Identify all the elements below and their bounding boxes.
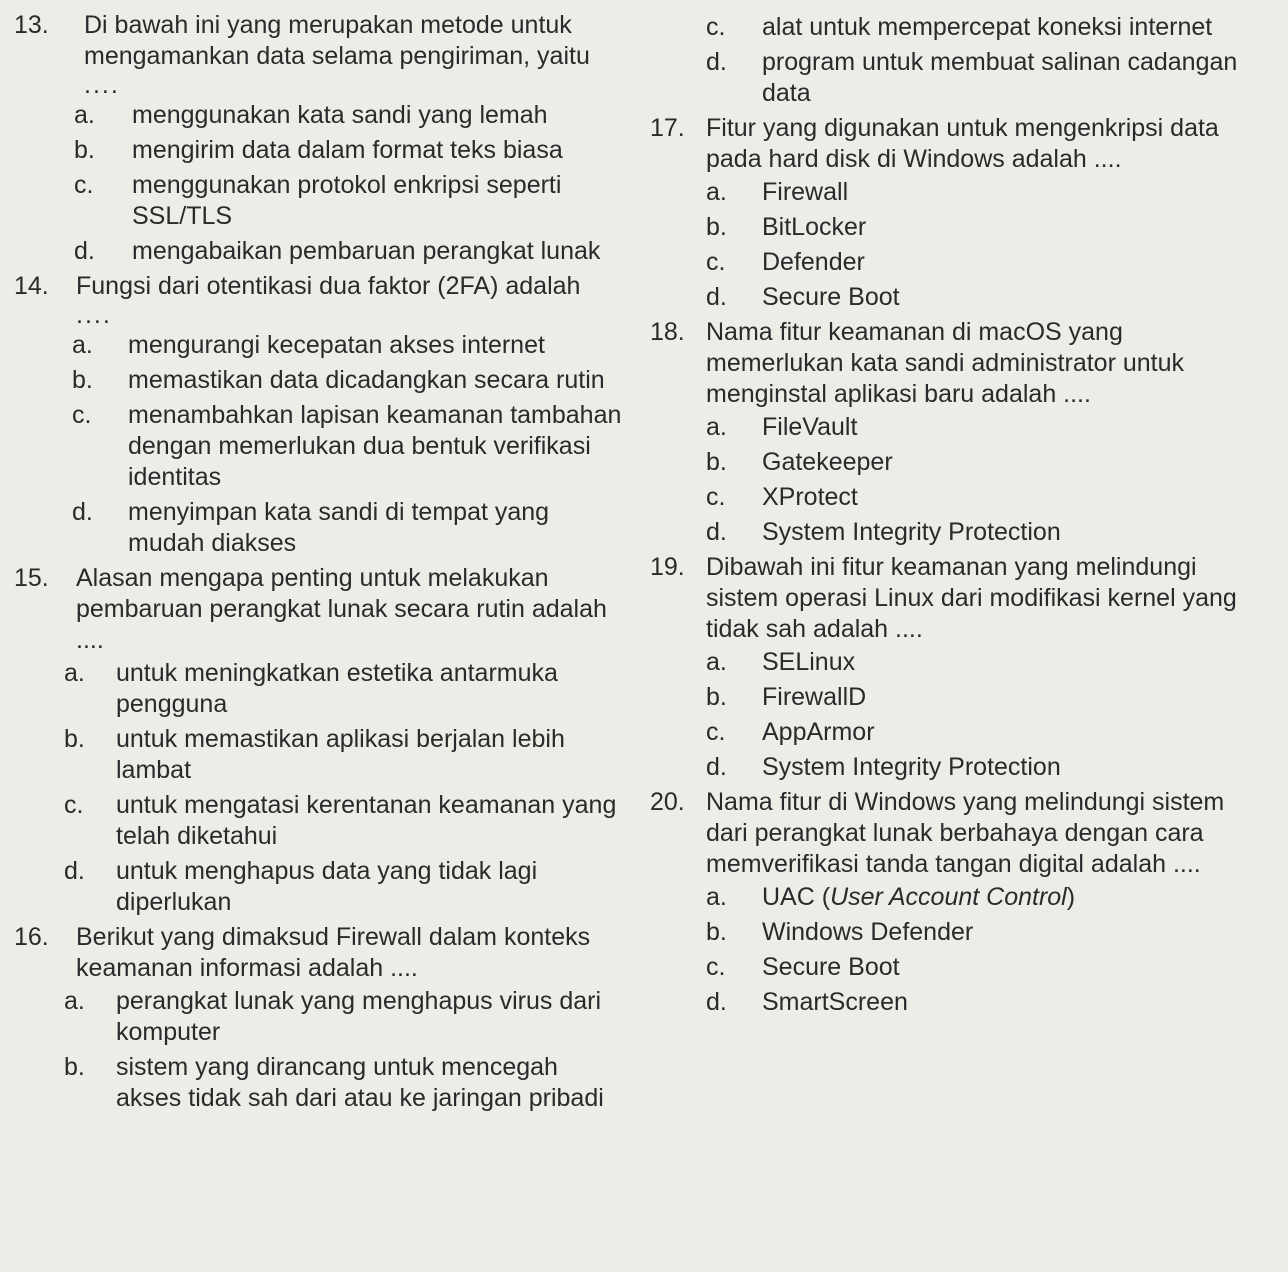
option-letter: b. bbox=[706, 213, 727, 241]
question-16 bbox=[14, 922, 624, 1114]
option-letter: c. bbox=[706, 483, 726, 511]
question-18 bbox=[650, 317, 1250, 548]
option-text: Firewall bbox=[762, 178, 849, 206]
option-d bbox=[650, 517, 1250, 548]
question-20-header bbox=[650, 787, 1250, 880]
option-c bbox=[14, 790, 624, 852]
question-14-header bbox=[14, 271, 624, 328]
question-number: 13. bbox=[14, 11, 49, 39]
option-letter: b. bbox=[64, 725, 85, 753]
option-letter: d. bbox=[706, 283, 727, 311]
option-letter: c. bbox=[706, 718, 726, 746]
option-text: Secure Boot bbox=[762, 953, 900, 981]
option-text: mengabaikan pembaruan perangkat lunak bbox=[132, 237, 601, 265]
option-letter: a. bbox=[706, 648, 727, 676]
option-text: BitLocker bbox=[762, 213, 867, 241]
option-text: Windows Defender bbox=[762, 918, 974, 946]
option-list bbox=[14, 986, 624, 1114]
question-17 bbox=[650, 113, 1250, 313]
option-d bbox=[650, 282, 1250, 313]
option-list bbox=[14, 100, 624, 267]
question-number: 19. bbox=[650, 553, 685, 581]
option-letter: c. bbox=[706, 248, 726, 276]
option-letter: b. bbox=[64, 1053, 85, 1081]
question-stem: Fitur yang digunakan untuk mengenkripsi data pada hard disk di Windows adalah .... bbox=[706, 114, 1219, 173]
option-letter: b. bbox=[706, 448, 727, 476]
question-stem: Fungsi dari otentikasi dua faktor (2FA) adalah bbox=[76, 272, 581, 300]
option-text: FirewallD bbox=[762, 683, 867, 711]
question-stem: Dibawah ini fitur keamanan yang melindungi sistem operasi Linux dari modifikasi kernel yang tidak sah adalah .... bbox=[706, 553, 1237, 643]
option-text: XProtect bbox=[762, 483, 858, 511]
option-b bbox=[650, 682, 1250, 713]
option-a bbox=[14, 100, 624, 131]
question-13-header bbox=[14, 10, 624, 98]
option-text: menggunakan protokol enkripsi seperti SSL/TLS bbox=[132, 171, 562, 230]
option-b bbox=[14, 135, 624, 166]
option-text: alat untuk mempercepat koneksi internet bbox=[762, 13, 1213, 41]
option-letter: d. bbox=[74, 237, 95, 265]
option-a bbox=[650, 647, 1250, 678]
option-letter: a. bbox=[706, 413, 727, 441]
question-stem: Di bawah ini yang merupakan metode untuk mengamankan data selama pengiriman, yaitu bbox=[84, 11, 590, 70]
option-a bbox=[650, 412, 1250, 443]
option-b bbox=[14, 365, 624, 396]
option-letter: d. bbox=[72, 498, 93, 526]
option-list bbox=[14, 330, 624, 559]
question-number: 17. bbox=[650, 114, 685, 142]
question-stem: Alasan mengapa penting untuk melakukan pembaruan perangkat lunak secara rutin adalah .... bbox=[76, 564, 607, 654]
option-text: AppArmor bbox=[762, 718, 875, 746]
answer-blank: .... bbox=[76, 301, 112, 329]
option-letter: b. bbox=[72, 366, 93, 394]
option-d bbox=[14, 856, 624, 918]
option-d bbox=[14, 497, 624, 559]
option-letter: a. bbox=[706, 883, 727, 911]
option-d bbox=[650, 987, 1250, 1018]
option-a bbox=[14, 986, 624, 1048]
option-b bbox=[650, 917, 1250, 948]
question-number: 14. bbox=[14, 272, 49, 300]
option-a bbox=[650, 177, 1250, 208]
option-letter: d. bbox=[706, 518, 727, 546]
option-text: memastikan data dicadangkan secara rutin bbox=[128, 366, 605, 394]
question-19 bbox=[650, 552, 1250, 783]
question-stem: Nama fitur di Windows yang melindungi sistem dari perangkat lunak berbahaya dengan cara memverifikasi tanda tangan digital adalah .... bbox=[706, 788, 1225, 878]
question-number: 18. bbox=[650, 318, 685, 346]
option-text: menggunakan kata sandi yang lemah bbox=[132, 101, 548, 129]
option-letter: c. bbox=[706, 953, 726, 981]
option-letter: c. bbox=[72, 401, 92, 429]
option-letter: c. bbox=[706, 13, 726, 41]
option-list bbox=[650, 12, 1250, 109]
option-letter: c. bbox=[74, 171, 94, 199]
option-list bbox=[14, 658, 624, 918]
question-19-header bbox=[650, 552, 1250, 645]
question-number: 20. bbox=[650, 788, 685, 816]
option-letter: a. bbox=[72, 331, 93, 359]
option-letter: d. bbox=[64, 857, 85, 885]
option-text: untuk meningkatkan estetika antarmuka pengguna bbox=[116, 659, 558, 718]
option-c bbox=[650, 12, 1250, 43]
option-text-after: ) bbox=[1066, 883, 1076, 911]
option-letter: a. bbox=[74, 101, 95, 129]
option-letter: b. bbox=[706, 918, 727, 946]
question-number: 15. bbox=[14, 564, 49, 592]
option-text: menyimpan kata sandi di tempat yang mudah diakses bbox=[128, 498, 550, 557]
option-text: System Integrity Protection bbox=[762, 518, 1061, 546]
option-c bbox=[650, 952, 1250, 983]
option-text: mengurangi kecepatan akses internet bbox=[128, 331, 545, 359]
left-column bbox=[14, 10, 624, 1118]
option-text: System Integrity Protection bbox=[762, 753, 1061, 781]
option-text: program untuk membuat salinan cadangan data bbox=[762, 48, 1238, 107]
option-c bbox=[14, 400, 624, 493]
option-letter: a. bbox=[64, 987, 85, 1015]
option-d bbox=[650, 47, 1250, 109]
option-letter: a. bbox=[64, 659, 85, 687]
option-text: sistem yang dirancang untuk mencegah akses tidak sah dari atau ke jaringan pribadi bbox=[116, 1053, 604, 1112]
question-number: 16. bbox=[14, 923, 49, 951]
option-text: SmartScreen bbox=[762, 988, 908, 1016]
option-c bbox=[14, 170, 624, 232]
question-18-header bbox=[650, 317, 1250, 410]
option-b bbox=[14, 1052, 624, 1114]
question-16-header bbox=[14, 922, 624, 984]
option-a bbox=[650, 882, 1250, 913]
question-14 bbox=[14, 271, 624, 559]
option-text: untuk memastikan aplikasi berjalan lebih lambat bbox=[116, 725, 565, 784]
option-text: untuk menghapus data yang tidak lagi diperlukan bbox=[116, 857, 538, 916]
option-b bbox=[650, 212, 1250, 243]
option-d bbox=[14, 236, 624, 267]
question-15 bbox=[14, 563, 624, 918]
answer-blank: .... bbox=[84, 71, 120, 99]
option-list bbox=[650, 647, 1250, 783]
option-text: UAC ( bbox=[762, 883, 831, 911]
option-letter: b. bbox=[74, 136, 95, 164]
option-text: Gatekeeper bbox=[762, 448, 893, 476]
option-c bbox=[650, 247, 1250, 278]
right-column bbox=[650, 10, 1250, 1022]
option-b bbox=[650, 447, 1250, 478]
option-text: perangkat lunak yang menghapus virus dari komputer bbox=[116, 987, 602, 1046]
option-list bbox=[650, 882, 1250, 1018]
option-letter: a. bbox=[706, 178, 727, 206]
question-20 bbox=[650, 787, 1250, 1018]
option-text: menambahkan lapisan keamanan tambahan dengan memerlukan dua bentuk verifikasi identitas bbox=[128, 401, 622, 491]
option-b bbox=[14, 724, 624, 786]
option-list bbox=[650, 177, 1250, 313]
option-a bbox=[14, 330, 624, 361]
option-text: FileVault bbox=[762, 413, 858, 441]
option-letter: b. bbox=[706, 683, 727, 711]
question-16-continued bbox=[650, 12, 1250, 109]
option-text: untuk mengatasi kerentanan keamanan yang telah diketahui bbox=[116, 791, 617, 850]
option-c bbox=[650, 717, 1250, 748]
option-letter: c. bbox=[64, 791, 84, 819]
question-17-header bbox=[650, 113, 1250, 175]
question-stem: Berikut yang dimaksud Firewall dalam konteks keamanan informasi adalah .... bbox=[76, 923, 591, 982]
option-list bbox=[650, 412, 1250, 548]
option-letter: d. bbox=[706, 753, 727, 781]
option-text-italic: User Account Control bbox=[830, 883, 1067, 911]
option-text: SELinux bbox=[762, 648, 856, 676]
question-13 bbox=[14, 10, 624, 267]
option-d bbox=[650, 752, 1250, 783]
option-a bbox=[14, 658, 624, 720]
option-text: Secure Boot bbox=[762, 283, 900, 311]
question-stem: Nama fitur keamanan di macOS yang memerlukan kata sandi administrator untuk menginstal aplikasi baru adalah .... bbox=[706, 318, 1185, 408]
option-letter: d. bbox=[706, 48, 727, 76]
option-text: mengirim data dalam format teks biasa bbox=[132, 136, 563, 164]
option-c bbox=[650, 482, 1250, 513]
option-text: Defender bbox=[762, 248, 865, 276]
option-letter: d. bbox=[706, 988, 727, 1016]
question-15-header bbox=[14, 563, 624, 656]
